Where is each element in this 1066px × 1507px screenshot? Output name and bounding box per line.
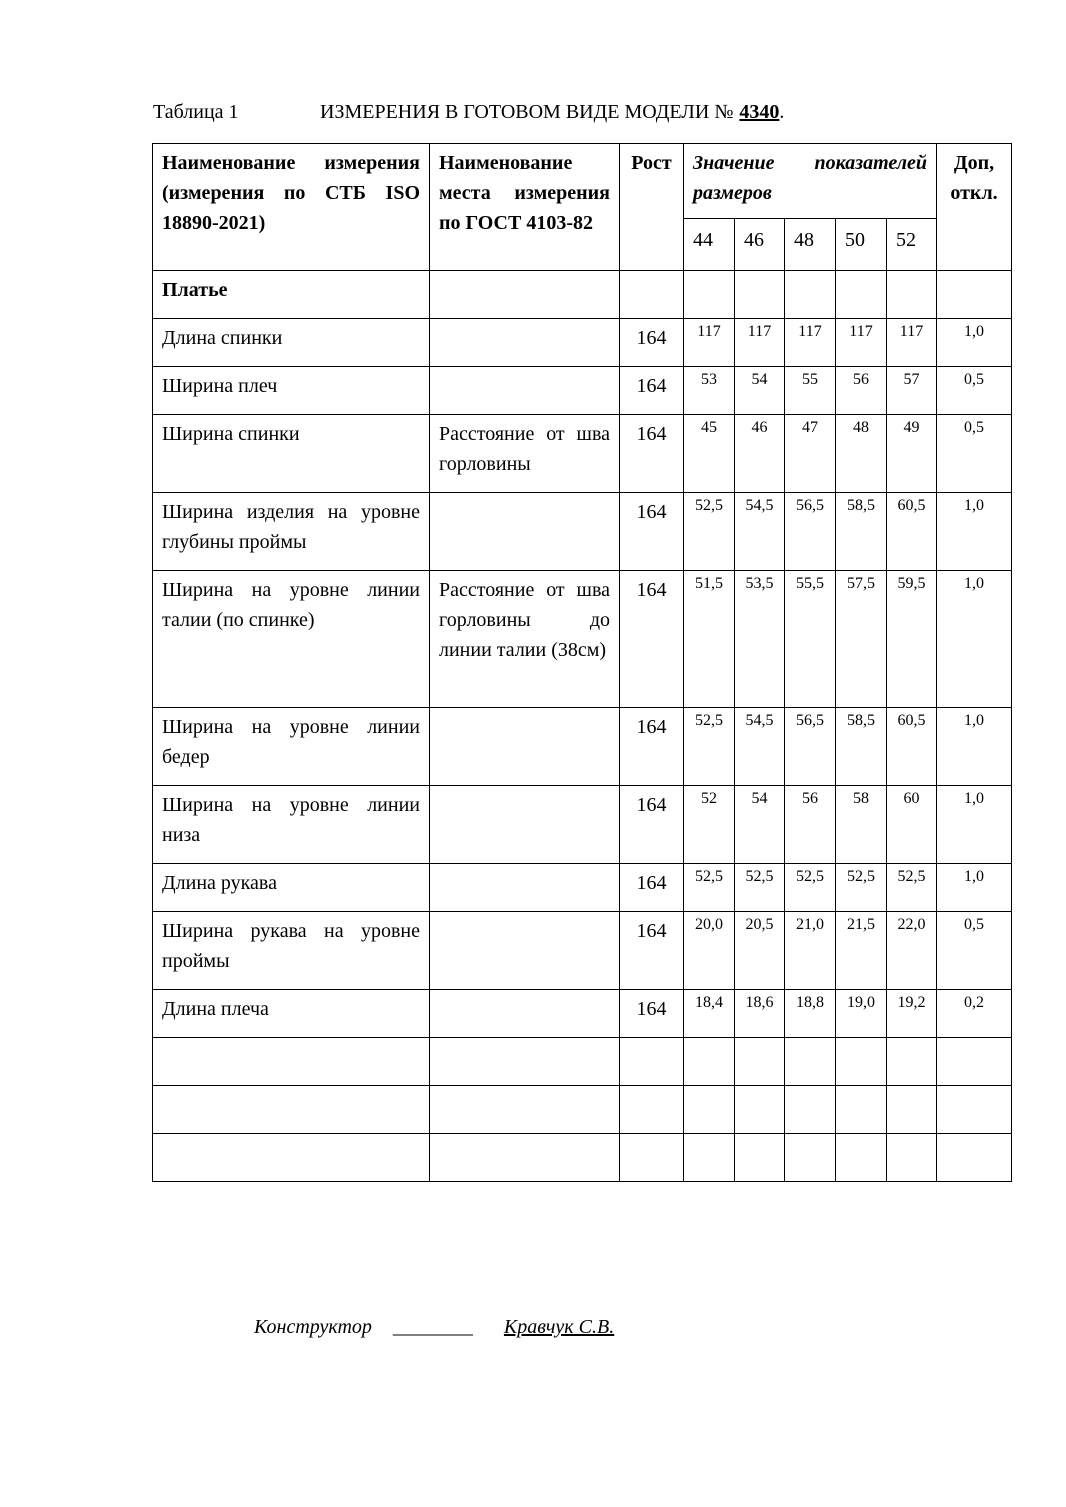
measurement-place <box>430 708 620 786</box>
size-value: 52,5 <box>684 864 735 912</box>
size-value: 22,0 <box>887 912 937 990</box>
tolerance-value: 1,0 <box>937 493 1012 571</box>
size-value: 48 <box>836 415 887 493</box>
empty-cell <box>430 1134 620 1182</box>
size-value: 52,5 <box>785 864 836 912</box>
rost-value: 164 <box>620 493 684 571</box>
table-caption <box>153 101 785 124</box>
empty-cell <box>684 271 735 319</box>
measurement-place <box>430 990 620 1038</box>
tolerance-value: 1,0 <box>937 864 1012 912</box>
header-size-values: Значение показателей размеров <box>684 144 937 219</box>
measurement-name: Длина рукава <box>153 864 430 912</box>
empty-cell <box>836 1134 887 1182</box>
measurement-name: Ширина спинки <box>153 415 430 493</box>
size-52: 52 <box>887 219 937 271</box>
rost-value: 164 <box>620 415 684 493</box>
empty-cell <box>937 1086 1012 1134</box>
empty-cell <box>887 271 937 319</box>
tolerance-value: 1,0 <box>937 786 1012 864</box>
size-value: 20,5 <box>735 912 785 990</box>
size-value: 57,5 <box>836 571 887 708</box>
table-row <box>153 415 1012 493</box>
size-value: 46 <box>735 415 785 493</box>
size-value: 117 <box>735 319 785 367</box>
size-44: 44 <box>684 219 735 271</box>
size-50: 50 <box>836 219 887 271</box>
empty-cell <box>684 1134 735 1182</box>
empty-cell <box>785 1086 836 1134</box>
size-value: 52,5 <box>735 864 785 912</box>
empty-cell <box>735 1134 785 1182</box>
size-value: 54,5 <box>735 493 785 571</box>
table-row <box>153 571 1012 708</box>
table-body <box>153 144 1012 319</box>
size-value: 21,0 <box>785 912 836 990</box>
table-row <box>153 990 1012 1038</box>
measurement-name: Ширина на уровне линии бедер <box>153 708 430 786</box>
size-value: 51,5 <box>684 571 735 708</box>
size-value: 21,5 <box>836 912 887 990</box>
signature-line <box>254 1316 614 1339</box>
empty-cell <box>620 271 684 319</box>
rost-value: 164 <box>620 708 684 786</box>
measurement-name: Ширина плеч <box>153 367 430 415</box>
size-value: 117 <box>684 319 735 367</box>
rost-value: 164 <box>620 367 684 415</box>
size-value: 57 <box>887 367 937 415</box>
measurement-name: Ширина на уровне линии низа <box>153 786 430 864</box>
size-value: 58 <box>836 786 887 864</box>
size-value: 54 <box>735 786 785 864</box>
size-value: 60 <box>887 786 937 864</box>
measurement-name: Ширина изделия на уровне глубины проймы <box>153 493 430 571</box>
tolerance-value: 0,5 <box>937 367 1012 415</box>
blank-row <box>153 1134 1012 1182</box>
size-value: 45 <box>684 415 735 493</box>
tolerance-value: 0,5 <box>937 415 1012 493</box>
tolerance-value: 0,2 <box>937 990 1012 1038</box>
signature-name: Кравчук С.В. <box>503 1316 615 1338</box>
size-48: 48 <box>785 219 836 271</box>
rost-value: 164 <box>620 990 684 1038</box>
measurement-place <box>430 786 620 864</box>
header-measurement-name: Наименование измерения (измерения по СТБ ISO 18890-2021) <box>153 144 430 271</box>
size-value: 52,5 <box>836 864 887 912</box>
size-value: 55 <box>785 367 836 415</box>
size-value: 56,5 <box>785 493 836 571</box>
empty-cell <box>937 271 1012 319</box>
empty-cell <box>785 271 836 319</box>
section-title: Платье <box>153 271 430 319</box>
size-value: 52,5 <box>684 708 735 786</box>
measurement-place: Расстояние от шва горловины до линии талии (38см) <box>430 571 620 708</box>
measurement-place <box>430 493 620 571</box>
size-value: 54,5 <box>735 708 785 786</box>
empty-cell <box>785 1134 836 1182</box>
table-row <box>153 786 1012 864</box>
size-value: 58,5 <box>836 708 887 786</box>
signature-role: Конструктор <box>254 1316 372 1338</box>
blank-rows <box>153 1038 1012 1182</box>
empty-cell <box>153 1134 430 1182</box>
rost-value: 164 <box>620 319 684 367</box>
rost-value: 164 <box>620 864 684 912</box>
empty-cell <box>887 1134 937 1182</box>
empty-cell <box>684 1038 735 1086</box>
measurement-name: Ширина на уровне линии талии (по спинке) <box>153 571 430 708</box>
empty-cell <box>836 271 887 319</box>
table-row <box>153 367 1012 415</box>
empty-cell <box>430 271 620 319</box>
size-value: 60,5 <box>887 708 937 786</box>
empty-cell <box>684 1086 735 1134</box>
size-value: 18,8 <box>785 990 836 1038</box>
size-value: 60,5 <box>887 493 937 571</box>
rost-value: 164 <box>620 912 684 990</box>
table-row <box>153 864 1012 912</box>
size-value: 52,5 <box>887 864 937 912</box>
table-row <box>153 708 1012 786</box>
measurement-name: Ширина рукава на уровне проймы <box>153 912 430 990</box>
blank-row <box>153 1038 1012 1086</box>
tolerance-value: 1,0 <box>937 319 1012 367</box>
empty-cell <box>836 1038 887 1086</box>
rost-value: 164 <box>620 571 684 708</box>
measurement-place: Расстояние от шва горловины <box>430 415 620 493</box>
size-value: 19,2 <box>887 990 937 1038</box>
table-row <box>153 912 1012 990</box>
size-value: 58,5 <box>836 493 887 571</box>
table-label: Таблица 1 <box>153 101 239 123</box>
size-46: 46 <box>735 219 785 271</box>
title-end: . <box>779 101 785 123</box>
size-value: 47 <box>785 415 836 493</box>
empty-cell <box>620 1086 684 1134</box>
signature-blank: ________ <box>392 1316 473 1338</box>
size-value: 59,5 <box>887 571 937 708</box>
empty-cell <box>153 1086 430 1134</box>
title-text: ИЗМЕРЕНИЯ В ГОТОВОМ ВИДЕ МОДЕЛИ № <box>320 101 734 123</box>
measurement-name: Длина спинки <box>153 319 430 367</box>
empty-cell <box>735 1086 785 1134</box>
measurement-place <box>430 367 620 415</box>
empty-cell <box>937 1134 1012 1182</box>
tolerance-value: 0,5 <box>937 912 1012 990</box>
section-row <box>153 271 1012 319</box>
empty-cell <box>887 1086 937 1134</box>
empty-cell <box>430 1086 620 1134</box>
header-rost: Рост <box>620 144 684 271</box>
measurement-name: Длина плеча <box>153 990 430 1038</box>
header-tolerance: Доп, откл. <box>937 144 1012 271</box>
size-value: 117 <box>836 319 887 367</box>
model-number: 4340 <box>739 101 780 123</box>
empty-cell <box>735 1038 785 1086</box>
measurement-place <box>430 864 620 912</box>
tolerance-value: 1,0 <box>937 708 1012 786</box>
blank-row <box>153 1086 1012 1134</box>
size-value: 117 <box>785 319 836 367</box>
empty-cell <box>937 1038 1012 1086</box>
size-value: 56 <box>785 786 836 864</box>
size-value: 18,6 <box>735 990 785 1038</box>
table-row <box>153 493 1012 571</box>
size-value: 55,5 <box>785 571 836 708</box>
size-value: 20,0 <box>684 912 735 990</box>
empty-cell <box>620 1038 684 1086</box>
empty-cell <box>153 1038 430 1086</box>
size-value: 19,0 <box>836 990 887 1038</box>
measurements-table <box>152 143 1012 1182</box>
empty-cell <box>836 1086 887 1134</box>
size-value: 117 <box>887 319 937 367</box>
size-value: 18,4 <box>684 990 735 1038</box>
measurement-place <box>430 319 620 367</box>
rost-value: 164 <box>620 786 684 864</box>
empty-cell <box>620 1134 684 1182</box>
size-value: 49 <box>887 415 937 493</box>
size-value: 52,5 <box>684 493 735 571</box>
table-row <box>153 319 1012 367</box>
document-title <box>320 101 784 124</box>
size-value: 56 <box>836 367 887 415</box>
tolerance-value: 1,0 <box>937 571 1012 708</box>
data-rows <box>153 319 1012 1038</box>
size-value: 56,5 <box>785 708 836 786</box>
empty-cell <box>735 271 785 319</box>
empty-cell <box>785 1038 836 1086</box>
empty-cell <box>430 1038 620 1086</box>
header-measurement-place: Наименование места измерения по ГОСТ 4103-82 <box>430 144 620 271</box>
size-value: 53,5 <box>735 571 785 708</box>
empty-cell <box>887 1038 937 1086</box>
measurement-place <box>430 912 620 990</box>
size-value: 53 <box>684 367 735 415</box>
size-value: 52 <box>684 786 735 864</box>
header-row <box>153 144 1012 219</box>
size-value: 54 <box>735 367 785 415</box>
